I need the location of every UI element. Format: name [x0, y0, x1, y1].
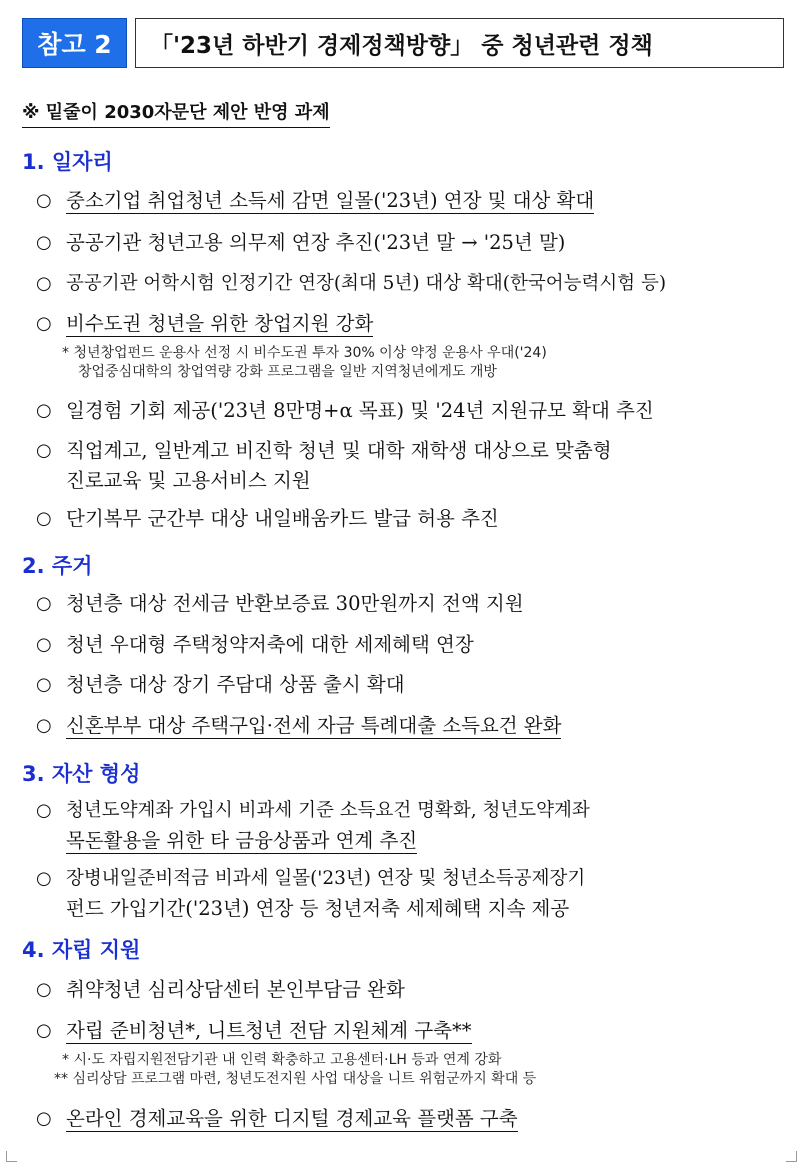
list-item: [36, 309, 789, 339]
item-text-continued: 진로교육 및 고용서비스 지원: [66, 469, 311, 492]
bullet-icon: ○: [36, 190, 52, 211]
bullet-icon: ○: [36, 1020, 52, 1041]
list-item: [36, 269, 789, 299]
list-item: [36, 396, 789, 426]
item-text: 청년층 대상 전세금 반환보증료 30만원까지 전액 지원: [66, 592, 524, 615]
footnote: * 청년창업펀드 운용사 선정 시 비수도권 투자 30% 이상 약정 운용사 우대('24): [62, 345, 547, 361]
list-item: [36, 975, 789, 1005]
item-text: 장병내일준비적금 비과세 일몰('23년) 연장 및 청년소득공제장기: [66, 868, 586, 889]
bullet-icon: ○: [36, 800, 52, 821]
item-text: 취약청년 심리상담센터 본인부담금 완화: [66, 978, 405, 1001]
item-text: 신혼부부 대상 주택구입·전세 자금 특례대출 소득요건 완화: [66, 714, 562, 737]
bullet-icon: ○: [36, 715, 52, 736]
bullet-icon: ○: [36, 593, 52, 614]
list-item: [36, 711, 789, 741]
list-item: [36, 864, 789, 924]
list-item: [36, 436, 789, 496]
item-text: 일경험 기회 제공('23년 8만명+α 목표) 및 '24년 지원규모 확대 추진: [66, 399, 654, 422]
reference-badge: 참고 2: [22, 18, 127, 68]
footnote: * 시·도 자립지원전담기관 내 인력 확충하고 고용센터·LH 등과 연계 강화: [62, 1052, 502, 1068]
header: [22, 18, 784, 68]
bullet-icon: ○: [36, 232, 52, 253]
bullet-icon: ○: [36, 508, 52, 529]
item-text: 단기복무 군간부 대상 내일배움카드 발급 허용 추진: [66, 507, 499, 530]
bullet-icon: ○: [36, 1108, 52, 1129]
item-text: 직업계고, 일반계고 비진학 청년 및 대학 재학생 대상으로 맞춤형: [66, 439, 612, 462]
footnote: 창업중심대학의 창업역량 강화 프로그램을 일반 지역청년에게도 개방: [78, 364, 497, 380]
item-text: 중소기업 취업청년 소득세 감면 일몰('23년) 연장 및 대상 확대: [66, 189, 595, 212]
item-text: 비수도권 청년을 위한 창업지원 강화: [66, 312, 374, 335]
underline-note: ※ 밑줄이 2030자문단 제안 반영 과제: [22, 98, 330, 128]
bullet-icon: ○: [36, 400, 52, 421]
bullet-icon: ○: [36, 273, 52, 294]
item-text: 온라인 경제교육을 위한 디지털 경제교육 플랫폼 구축: [66, 1107, 518, 1130]
list-item: [36, 796, 789, 856]
list-item: [36, 670, 789, 700]
list-item: [36, 186, 789, 216]
list-item: [36, 1016, 789, 1046]
item-text: 공공기관 청년고용 의무제 연장 추진('23년 말 → '25년 말): [66, 231, 566, 254]
list-item: [36, 589, 789, 619]
item-text: 자립 준비청년*, 니트청년 전담 지원체계 구축**: [66, 1019, 472, 1042]
list-item: [36, 228, 789, 258]
list-item: [36, 1104, 789, 1134]
section-title-jobs: 1. 일자리: [22, 150, 113, 174]
item-text-continued: 펀드 가입기간('23년) 연장 등 청년저축 세제혜택 지속 제공: [66, 897, 570, 920]
item-text: 청년층 대상 장기 주담대 상품 출시 확대: [66, 673, 405, 696]
list-item: [36, 630, 789, 660]
section-title-assets: 3. 자산 형성: [22, 762, 141, 786]
bullet-icon: ○: [36, 674, 52, 695]
bullet-icon: ○: [36, 868, 52, 889]
footnote: ** 심리상담 프로그램 마련, 청년도전지원 사업 대상을 니트 위험군까지 확대 등: [54, 1071, 537, 1087]
item-text: 청년 우대형 주택청약저축에 대한 세제혜택 연장: [66, 633, 474, 656]
item-text: 공공기관 어학시험 인정기간 연장(최대 5년) 대상 확대(한국어능력시험 등): [66, 273, 667, 294]
list-item: [36, 504, 789, 534]
item-text: 청년도약계좌 가입시 비과세 기준 소득요건 명확화, 청년도약계좌: [66, 800, 590, 821]
section-title-housing: 2. 주거: [22, 554, 93, 578]
bullet-icon: ○: [36, 313, 52, 334]
page-corner-mark: [786, 1151, 797, 1162]
section-title-independence: 4. 자립 지원: [22, 938, 141, 962]
bullet-icon: ○: [36, 979, 52, 1000]
bullet-icon: ○: [36, 440, 52, 461]
bullet-icon: ○: [36, 634, 52, 655]
item-text-continued: 목돈활용을 위한 타 금융상품과 연계 추진: [66, 829, 418, 852]
page-corner-mark: [6, 1151, 17, 1162]
page-title: 「'23년 하반기 경제정책방향」 중 청년관련 정책: [135, 18, 784, 68]
